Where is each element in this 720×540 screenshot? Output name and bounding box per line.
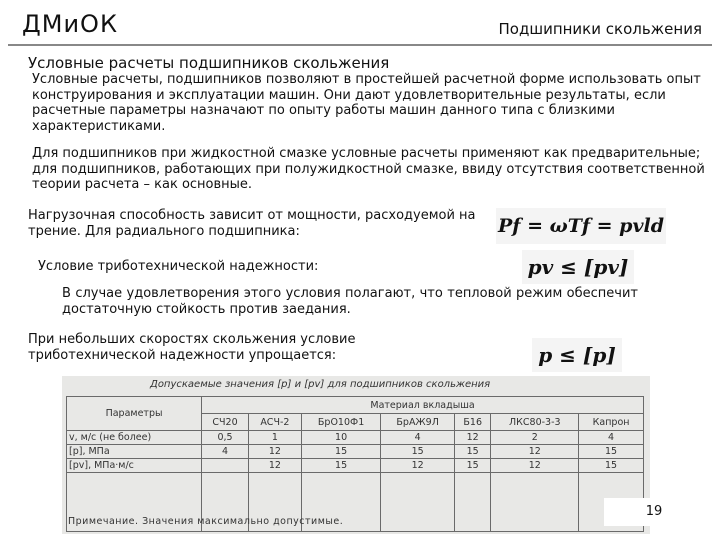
value-cell: 2 [491,431,579,445]
table-note: Примечание. Значения максимально допустимые. [68,516,344,527]
value-cell: 10 [301,431,381,445]
paragraph-low-speed: При небольших скоростях скольжения условие триботехнической надежности упрощается: [28,332,356,363]
value-cell: 15 [454,459,491,473]
value-cell: 4 [381,431,455,445]
value-cell: 12 [454,431,491,445]
value-cell: 15 [301,445,381,459]
value-cell: 12 [491,445,579,459]
param-cell: [p], МПа [67,445,202,459]
value-cell: 12 [248,445,301,459]
value-cell: 12 [381,459,455,473]
material-header-cell: АСЧ-2 [248,414,301,431]
paragraph-thermal-mode: В случае удовлетворения этого условия полагают, что тепловой режим обеспечит достаточную стойкость против заедания. [62,286,638,317]
value-cell: 12 [491,459,579,473]
formula-friction-power: Pf = ωTf = pvld [496,208,666,244]
formula-p-condition: p ≤ [p] [532,338,622,372]
value-cell: 15 [381,445,455,459]
value-cell: 12 [248,459,301,473]
formula-pv-condition: pv ≤ [pv] [522,250,634,284]
value-cell: 0,5 [202,431,249,445]
material-header-cell: Капрон [579,414,644,431]
material-header-cell: ЛКС80-3-3 [491,414,579,431]
material-header-cell: СЧ20 [202,414,249,431]
value-cell: 15 [579,459,644,473]
paragraph-tribotechnical-condition: Условие триботехнической надежности: [38,259,319,274]
slide-subtitle: Условные расчеты подшипников скольжения [28,54,390,72]
material-header-cell: Б16 [454,414,491,431]
table-caption: Допускаемые значения [p] и [pv] для подшипников скольжения [150,379,491,390]
slide-header-title: ДМиОК [22,10,118,38]
material-header-cell: БрО10Ф1 [301,414,381,431]
material-column-header: Материал вкладыша [202,397,644,414]
value-cell: 4 [579,431,644,445]
value-cell: 4 [202,445,249,459]
allowable-values-table [66,396,644,532]
paragraph-load-capacity: Нагрузочная способность зависит от мощности, расходуемой на трение. Для радиального подшипника: [28,208,476,239]
paragraph-fluid-lubrication: Для подшипников при жидкостной смазке условные расчеты применяют как предварительные; для подшипников, работающих при полужидкостной смазке, ввиду отсутствия соответственной теории расчета – как основные. [32,146,705,192]
value-cell: 15 [454,445,491,459]
value-cell: 15 [579,445,644,459]
material-header-cell: БрАЖ9Л [381,414,455,431]
paragraph-conditional-calculations: Условные расчеты, подшипников позволяют в простейшей расчетной форме использовать опыт конструирования и эксплуатации машин. Они дают удовлетворительные результаты, если расчетные параметры назначают по опыту работы машин данного типа с близкими характеристиками. [32,72,701,134]
param-cell: [pv], МПа·м/с [67,459,202,473]
page-number: 19 [604,498,704,526]
param-column-header: Параметры [67,397,202,431]
header-divider [8,44,712,46]
value-cell [202,459,249,473]
slide-section-title: Подшипники скольжения [498,20,702,38]
table-row [67,431,644,445]
table-row [67,459,644,473]
table-row [67,445,644,459]
value-cell: 15 [301,459,381,473]
param-cell: v, м/с (не более) [67,431,202,445]
value-cell: 1 [248,431,301,445]
